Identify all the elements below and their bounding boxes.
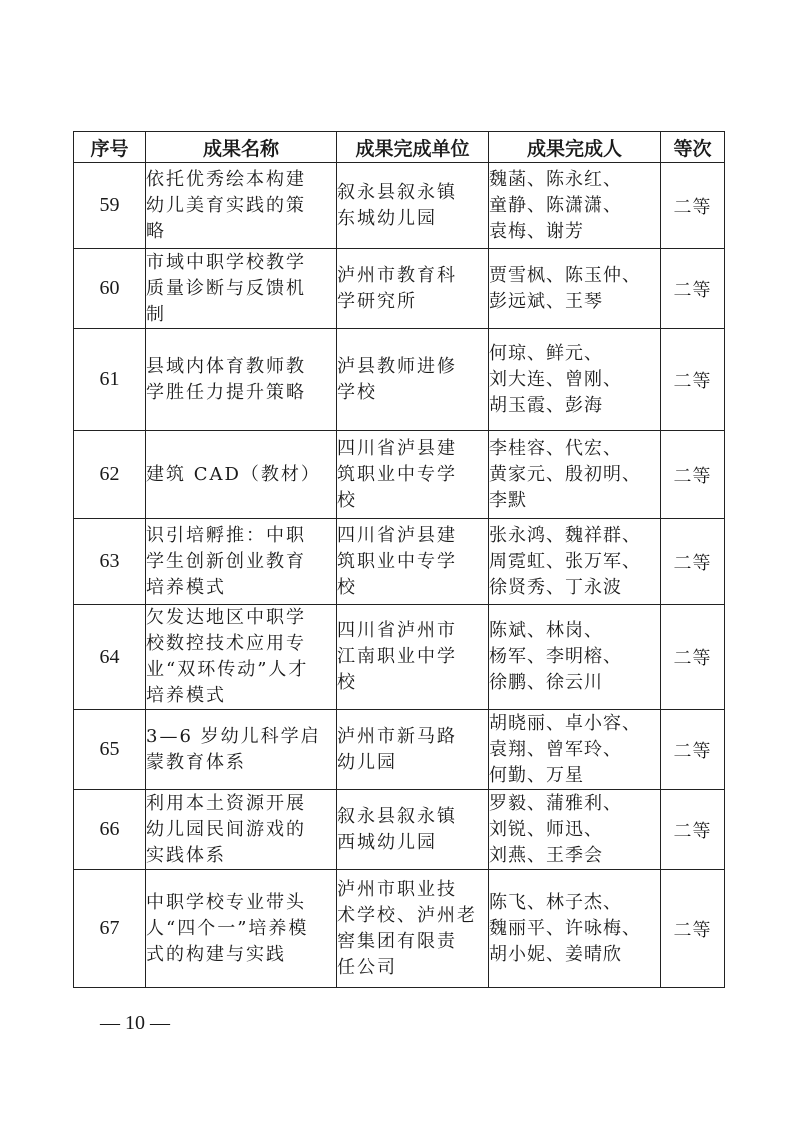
award-level: 二等 <box>673 552 712 574</box>
completing-people-cell <box>489 790 661 870</box>
row-number: 65 <box>99 738 120 760</box>
award-level-cell <box>661 605 725 710</box>
results-table <box>73 131 725 988</box>
completing-unit: 四川省泸县建 筑职业中专学 校 <box>337 524 457 598</box>
table-row <box>74 329 725 431</box>
table-row <box>74 431 725 519</box>
award-level-cell <box>661 329 725 431</box>
completing-unit: 四川省泸州市 江南职业中学 校 <box>337 620 457 693</box>
completing-unit-cell <box>337 710 489 790</box>
achievement-name-cell <box>146 431 337 519</box>
award-level: 二等 <box>673 919 712 941</box>
achievement-name: 识引培孵推：中职 学生创新创业教育 培养模式 <box>146 524 306 598</box>
header-no: 序号 <box>74 132 146 163</box>
row-number-cell <box>74 605 146 710</box>
row-number: 61 <box>99 368 120 390</box>
achievement-name-cell <box>146 163 337 249</box>
table-row <box>74 710 725 790</box>
row-number: 63 <box>99 550 120 572</box>
table-body <box>74 163 725 988</box>
completing-people: 何琼、鲜元、 刘大连、曾刚、 胡玉霞、彭海 <box>489 342 622 416</box>
achievement-name: 市域中职学校教学 质量诊断与反馈机 制 <box>146 251 306 325</box>
achievement-name-cell <box>146 870 337 988</box>
award-level: 二等 <box>673 648 712 669</box>
completing-unit-cell <box>337 163 489 249</box>
achievement-name: 建筑 CAD（教材） <box>146 463 321 485</box>
award-level: 二等 <box>673 279 712 301</box>
row-number-cell <box>74 519 146 605</box>
completing-people: 张永鸿、魏祥群、 周霓虹、张万军、 徐贤秀、丁永波 <box>489 524 641 598</box>
row-number-cell <box>74 329 146 431</box>
completing-people: 罗毅、蒲雅利、 刘锐、师迅、 刘燕、王季会 <box>489 792 622 866</box>
achievement-name: 欠发达地区中职学 校数控技术应用专 业“双环传动”人才 培养模式 <box>146 607 309 706</box>
completing-unit-cell <box>337 790 489 870</box>
award-level-cell <box>661 870 725 988</box>
award-level: 二等 <box>673 465 712 487</box>
achievement-name-cell <box>146 249 337 329</box>
completing-people-cell <box>489 519 661 605</box>
completing-people-cell <box>489 329 661 431</box>
completing-unit: 泸州市教育科 学研究所 <box>337 264 457 312</box>
table-row <box>74 163 725 249</box>
completing-people-cell <box>489 431 661 519</box>
page-number: — 10 — <box>100 1012 170 1034</box>
completing-people: 李桂容、代宏、 黄家元、殷初明、 李默 <box>489 437 641 511</box>
achievement-name-cell <box>146 605 337 710</box>
table-row <box>74 870 725 988</box>
completing-unit-cell <box>337 519 489 605</box>
completing-people-cell <box>489 163 661 249</box>
row-number-cell <box>74 710 146 790</box>
award-level-cell <box>661 249 725 329</box>
achievement-name: 县域内体育教师教 学胜任力提升策略 <box>146 355 306 403</box>
table-row <box>74 249 725 329</box>
completing-unit-cell <box>337 329 489 431</box>
table-row <box>74 605 725 710</box>
completing-people-cell <box>489 870 661 988</box>
award-level: 二等 <box>673 196 712 218</box>
completing-people-cell <box>489 710 661 790</box>
achievement-name-cell <box>146 329 337 431</box>
row-number: 59 <box>99 194 120 216</box>
row-number: 67 <box>99 917 120 939</box>
row-number: 60 <box>99 277 120 299</box>
completing-unit-cell <box>337 870 489 988</box>
completing-unit: 泸州市新马路 幼儿园 <box>337 725 457 773</box>
completing-unit-cell <box>337 605 489 710</box>
header-people: 成果完成人 <box>489 132 661 163</box>
header-row <box>74 132 725 163</box>
row-number: 66 <box>99 818 120 840</box>
achievement-name-cell <box>146 790 337 870</box>
completing-unit-cell <box>337 249 489 329</box>
row-number-cell <box>74 431 146 519</box>
award-level-cell <box>661 790 725 870</box>
award-level: 二等 <box>673 820 712 842</box>
completing-people: 魏菡、陈永红、 童静、陈潇潇、 袁梅、谢芳 <box>489 168 622 242</box>
completing-people: 胡晓丽、卓小容、 袁翔、曾军玲、 何勤、万星 <box>489 712 641 786</box>
achievement-name-cell <box>146 710 337 790</box>
completing-people-cell <box>489 249 661 329</box>
award-level-cell <box>661 710 725 790</box>
table-row <box>74 519 725 605</box>
table-row <box>74 790 725 870</box>
completing-people: 陈斌、林岗、 杨军、李明榕、 徐鹏、徐云川 <box>489 620 622 693</box>
award-level: 二等 <box>673 740 712 762</box>
row-number-cell <box>74 790 146 870</box>
header-name: 成果名称 <box>146 132 337 163</box>
row-number: 64 <box>99 645 120 668</box>
row-number-cell <box>74 163 146 249</box>
award-level-cell <box>661 431 725 519</box>
completing-unit: 叙永县叙永镇 西城幼儿园 <box>337 805 457 853</box>
row-number: 62 <box>99 463 120 485</box>
header-unit: 成果完成单位 <box>337 132 489 163</box>
achievement-name: 依托优秀绘本构建 幼儿美育实践的策 略 <box>146 168 306 242</box>
completing-unit: 叙永县叙永镇 东城幼儿园 <box>337 181 457 229</box>
completing-people: 陈飞、林子杰、 魏丽平、许咏梅、 胡小妮、姜晴欣 <box>489 891 641 965</box>
award-level-cell <box>661 163 725 249</box>
completing-people: 贾雪枫、陈玉仲、 彭远斌、王琴 <box>489 264 641 312</box>
achievement-name: 3—6 岁幼儿科学启 蒙教育体系 <box>146 725 321 773</box>
achievement-name-cell <box>146 519 337 605</box>
award-level: 二等 <box>673 370 712 392</box>
completing-unit: 四川省泸县建 筑职业中专学 校 <box>337 437 457 511</box>
row-number-cell <box>74 870 146 988</box>
achievement-name: 利用本土资源开展 幼儿园民间游戏的 实践体系 <box>146 792 306 866</box>
completing-unit-cell <box>337 431 489 519</box>
completing-unit: 泸州市职业技 术学校、泸州老 窖集团有限责 任公司 <box>337 878 477 978</box>
award-level-cell <box>661 519 725 605</box>
completing-people-cell <box>489 605 661 710</box>
header-level: 等次 <box>661 132 725 163</box>
achievement-name: 中职学校专业带头 人“四个一”培养模 式的构建与实践 <box>146 891 309 965</box>
row-number-cell <box>74 249 146 329</box>
completing-unit: 泸县教师进修 学校 <box>337 355 457 403</box>
